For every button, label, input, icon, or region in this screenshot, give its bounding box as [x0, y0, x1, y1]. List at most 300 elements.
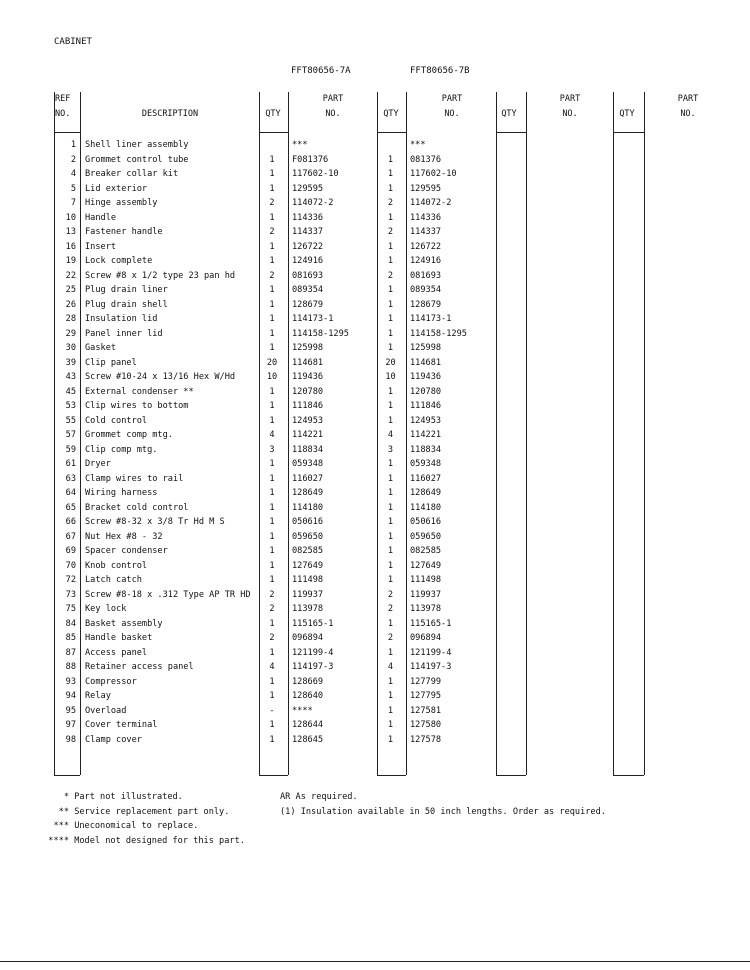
cell-part-no-a: 116027	[292, 473, 324, 484]
cell-part-no-b: 128679	[410, 299, 442, 310]
cell-ref-no: 70	[65, 560, 76, 571]
cell-ref-no: 87	[65, 647, 76, 658]
cell-part-no-a: 050616	[292, 517, 324, 527]
cell-part-no-a: 082585	[292, 546, 324, 556]
cell-part-no-b: 124953	[410, 415, 442, 426]
cell-part-no-a: 114180	[292, 502, 324, 513]
cell-qty-b: 1	[387, 575, 394, 585]
cell-qty-b: 2	[387, 604, 394, 614]
cell-qty-a: 1	[269, 241, 275, 252]
header-rule	[377, 132, 406, 133]
cell-part-no-b: 113978	[410, 604, 442, 614]
header-ref	[55, 92, 79, 122]
cell-qty-b: 1	[387, 415, 394, 426]
cell-qty-b	[380, 138, 401, 153]
cell-qty-a: 1	[269, 676, 275, 687]
cell-part-no-b: 129595	[410, 183, 442, 194]
cell-description: Handle	[85, 212, 117, 223]
header-part-a-line2: NO.	[325, 109, 341, 119]
cell-qty-b: 1	[387, 502, 394, 513]
cell-description: Grommet comp mtg.	[85, 430, 173, 440]
cell-qty-b: 4	[387, 662, 394, 672]
cell-description: Clamp cover	[85, 734, 142, 745]
cell-qty-b: 2	[387, 227, 394, 237]
cell-ref-no: 66	[65, 517, 76, 527]
footer-rule	[259, 775, 288, 776]
cell-ref-no: 72	[65, 575, 76, 585]
cell-part-no-b: 114072-2	[410, 198, 452, 208]
footer-rule	[54, 775, 80, 776]
cell-description: Dryer	[85, 459, 111, 469]
header-part-d-line1: PART	[677, 94, 699, 104]
cell-ref-no: 97	[65, 720, 76, 730]
cell-qty-a: 3	[269, 444, 275, 455]
cell-description: Basket assembly	[85, 618, 163, 629]
cell-description: Panel inner lid	[85, 328, 163, 339]
cell-part-no-b: 126722	[410, 241, 442, 252]
cell-qty-b: 1	[387, 647, 394, 658]
footnote: (1) Insulation available in 50 inch lengths. Order as required.	[280, 806, 606, 817]
cell-part-no-a: 128669	[292, 676, 324, 687]
cell-qty-b: 2	[387, 270, 394, 281]
header-rule	[259, 132, 288, 133]
cell-part-no-a: 128645	[292, 734, 324, 745]
cell-part-no-a: 127649	[292, 560, 324, 571]
header-qty-a: QTY	[265, 109, 281, 119]
cell-qty-a: 1	[269, 647, 275, 658]
cell-part-no-b: 127581	[410, 705, 442, 716]
cell-part-no-b: 059348	[410, 459, 442, 469]
cell-part-no-b: 082585	[410, 546, 442, 556]
cell-part-no-a: F081376	[292, 154, 329, 165]
cell-qty-b: 3	[387, 444, 394, 455]
cell-description: Knob control	[85, 560, 148, 571]
cell-description: Hinge assembly	[85, 198, 158, 208]
cell-qty-b: 1	[387, 473, 394, 484]
cell-qty-b: 1	[387, 705, 394, 716]
cell-part-no-b: 111846	[410, 401, 442, 411]
cell-part-no-a: 114336	[292, 212, 324, 223]
cell-description: Plug drain liner	[85, 285, 168, 295]
cell-ref-no: 39	[65, 357, 76, 368]
header-rule	[54, 132, 80, 133]
cell-qty-b: 1	[387, 691, 394, 701]
cell-ref-no: 69	[65, 546, 76, 556]
cell-description: Latch catch	[85, 575, 142, 585]
cell-description: Insulation lid	[85, 314, 158, 324]
cell-part-no-b: 127580	[410, 720, 442, 730]
column-rule	[644, 92, 645, 775]
cell-qty-b: 1	[387, 299, 394, 310]
cell-description: Overload	[85, 705, 127, 716]
cell-part-no-a: 089354	[292, 285, 324, 295]
cell-part-no-b: 081693	[410, 270, 442, 281]
cell-part-no-b: 127795	[410, 691, 442, 701]
cell-ref-no: 85	[65, 633, 76, 643]
cell-qty-a: 1	[269, 473, 275, 484]
cell-description: Breaker collar kit	[85, 169, 179, 179]
cell-ref-no: 61	[65, 459, 76, 469]
cell-qty-a: 1	[269, 502, 275, 513]
cell-ref-no: 94	[65, 691, 76, 701]
cell-qty-b: 1	[387, 676, 394, 687]
header-part-a-line1: PART	[322, 94, 344, 104]
cell-description: Compressor	[85, 676, 137, 687]
cell-qty-b: 1	[387, 212, 394, 223]
column-rule	[406, 92, 407, 775]
cell-ref-no: 2	[70, 154, 76, 165]
header-part-c-line1: PART	[559, 94, 581, 104]
cell-qty-b: 1	[387, 546, 394, 556]
bottom-rule	[0, 961, 750, 962]
cell-ref-no: 19	[65, 256, 76, 266]
cell-qty-b: 1	[387, 154, 394, 165]
model-a-label: FFT80656-7A	[291, 66, 351, 76]
cell-description: Fastener handle	[85, 227, 163, 237]
cell-description: Access panel	[85, 647, 148, 658]
cell-ref-no: 64	[65, 488, 76, 498]
cell-qty-b: 1	[387, 488, 394, 498]
cell-part-no-b: 119436	[410, 372, 442, 382]
cell-qty-a: 1	[269, 546, 275, 556]
cell-part-no-a: 119436	[292, 372, 324, 382]
cell-part-no-a: 117602-10	[292, 169, 339, 179]
header-ref-line2: NO.	[55, 109, 71, 119]
cell-description: Grommet control tube	[85, 154, 189, 165]
cell-qty-a: 1	[269, 734, 275, 745]
cell-qty-b: 1	[387, 734, 394, 745]
header-ref-line1: REF	[55, 94, 71, 104]
cell-description: Lock complete	[85, 256, 153, 266]
cell-part-no-b: 114197-3	[410, 662, 452, 672]
cell-ref-no: 45	[65, 386, 76, 397]
cell-part-no-b: 114337	[410, 227, 442, 237]
cell-description: Cold control	[85, 415, 148, 426]
cell-qty-b: 1	[387, 531, 394, 542]
cell-qty-b: 2	[387, 589, 394, 600]
cell-description: Clip wires to bottom	[85, 401, 189, 411]
cell-ref-no: 84	[65, 618, 76, 629]
cell-qty-a: 1	[269, 691, 275, 701]
cell-ref-no: 10	[65, 212, 76, 223]
cell-part-no-a: 128644	[292, 720, 324, 730]
cell-qty-b: 1	[387, 618, 394, 629]
cell-qty-b: 1	[387, 328, 394, 339]
column-rule	[526, 92, 527, 775]
cell-part-no-a: 114197-3	[292, 662, 334, 672]
cell-qty-a: 1	[269, 285, 275, 295]
cell-ref-no: 53	[65, 401, 76, 411]
cell-description: Screw #8-32 x 3/8 Tr Hd M S	[85, 517, 225, 527]
cell-part-no-b: 114173-1	[410, 314, 452, 324]
cell-ref-no: 93	[65, 676, 76, 687]
column-rule	[259, 92, 260, 775]
cell-part-no-b: 127799	[410, 676, 442, 687]
cell-description: Screw #8 x 1/2 type 23 pan hd	[85, 270, 236, 281]
header-rule	[613, 132, 644, 133]
cell-part-no-b: 114221	[410, 430, 442, 440]
header-qty-d: QTY	[619, 109, 635, 119]
cell-ref-no: 73	[65, 589, 76, 600]
cell-qty-a: 1	[269, 517, 275, 527]
cell-qty-a: 1	[269, 343, 275, 353]
header-qty-c: QTY	[501, 109, 517, 119]
cell-ref-no: 95	[65, 705, 76, 716]
cell-part-no-a: 111846	[292, 401, 324, 411]
footnote-text: Uneconomical to replace.	[74, 821, 199, 831]
cell-description: Cover terminal	[85, 720, 158, 730]
cell-part-no-a: 128649	[292, 488, 324, 498]
cell-description: Screw #10-24 x 13/16 Hex W/Hd	[85, 372, 236, 382]
footer-rule	[496, 775, 526, 776]
cell-qty-a	[262, 138, 282, 153]
cell-qty-b: 20	[385, 357, 396, 368]
cell-part-no-a: 111498	[292, 575, 324, 585]
cell-ref-no: 25	[65, 285, 76, 295]
cell-qty-a: 2	[269, 589, 275, 600]
cell-qty-b: 1	[387, 183, 394, 194]
footnote-text: Part not illustrated.	[74, 792, 183, 802]
header-part-b	[408, 92, 496, 122]
cell-part-no-b: 120780	[410, 386, 442, 397]
header-part-b-line2: NO.	[444, 109, 460, 119]
cell-qty-a: 2	[269, 270, 275, 281]
cell-part-no-a: 118834	[292, 444, 324, 455]
cell-part-no-a: 081693	[292, 270, 324, 281]
header-part-d-line2: NO.	[680, 109, 696, 119]
footnote-text: Model not designed for this part.	[74, 835, 245, 846]
cell-part-no-a: 121199-4	[292, 647, 334, 658]
cell-description: Wiring harness	[85, 488, 158, 498]
cell-ref-no: 28	[65, 314, 76, 324]
footnote	[42, 807, 229, 817]
cell-qty-b: 1	[387, 517, 394, 527]
cell-description: Handle basket	[85, 633, 153, 643]
header-qty-b: QTY	[383, 109, 399, 119]
cell-part-no-b: 114158-1295	[410, 328, 467, 339]
cell-qty-a: 10	[266, 372, 278, 382]
cell-description: Screw #8-18 x .312 Type AP TR HD	[85, 589, 251, 600]
cell-qty-a: 1	[269, 618, 275, 629]
cell-part-no-b: 096894	[410, 633, 442, 643]
footnote-mark: ****	[48, 835, 69, 846]
cell-part-no-b: 059650	[410, 531, 442, 542]
footnote-text: Service replacement part only.	[74, 806, 230, 817]
header-description: DESCRIPTION	[141, 109, 199, 119]
cell-ref-no: 16	[65, 241, 76, 252]
cell-qty-b: 1	[387, 169, 394, 179]
cell-part-no-b: 114681	[410, 357, 442, 368]
cell-ref-no: 26	[65, 299, 76, 310]
footnote-mark: ***	[53, 821, 69, 831]
cell-part-no-a: 125998	[292, 343, 324, 353]
column-rule	[377, 92, 378, 775]
cell-ref-no: 59	[65, 444, 76, 455]
cell-part-no-a: 114173-1	[292, 314, 334, 324]
cell-qty-a: 1	[269, 575, 275, 585]
footnote	[42, 821, 198, 831]
cell-qty-b: 2	[387, 198, 394, 208]
cell-qty-a: 1	[269, 401, 275, 411]
cell-ref-no: 98	[65, 734, 76, 745]
cell-qty-a: 2	[269, 604, 275, 614]
cell-description: Key lock	[85, 604, 127, 614]
cell-part-no-a: 096894	[292, 633, 324, 643]
cell-description: Plug drain shell	[85, 299, 168, 310]
footnote: AR As required.	[280, 792, 358, 802]
cell-qty-a: 1	[269, 531, 275, 542]
cell-qty-a: 1	[269, 212, 275, 223]
cell-qty-b: 1	[387, 459, 394, 469]
cell-qty-b: 2	[387, 633, 394, 643]
cell-part-no-a: 114221	[292, 430, 324, 440]
cell-qty-a: 4	[269, 430, 275, 440]
cell-qty-a: 4	[269, 662, 275, 672]
cell-qty-a: -	[269, 705, 275, 716]
cell-part-no-a: 114158-1295	[292, 328, 349, 339]
header-part-a	[290, 92, 376, 122]
cell-part-no-a: 114681	[292, 357, 324, 368]
cell-description: Clamp wires to rail	[85, 473, 184, 484]
cell-description: Spacer condenser	[85, 546, 168, 556]
cell-part-no-b: 114336	[410, 212, 442, 223]
model-b-label: FFT80656-7B	[410, 66, 470, 76]
cell-ref-no: 7	[70, 198, 76, 208]
cell-qty-a: 2	[269, 227, 275, 237]
cell-part-no-b: 121199-4	[410, 647, 452, 658]
cell-qty-a: 1	[269, 183, 275, 194]
cell-description: Shell liner assembly	[85, 140, 189, 150]
cell-description: Relay	[85, 691, 111, 701]
cell-part-no-b: 117602-10	[410, 169, 457, 179]
cell-part-no-a: 115165-1	[292, 618, 334, 629]
header-rule	[496, 132, 526, 133]
cell-qty-a: 1	[269, 256, 275, 266]
cell-qty-b: 1	[387, 386, 394, 397]
cell-part-no-a: ***	[292, 140, 308, 150]
cell-qty-a: 1	[269, 415, 275, 426]
footer-rule	[613, 775, 644, 776]
cell-ref-no: 4	[70, 169, 76, 179]
header-part-d	[645, 92, 731, 122]
cell-qty-a: 1	[269, 560, 275, 571]
cell-part-no-a: 129595	[292, 183, 324, 194]
cell-description: Lid exterior	[85, 183, 148, 194]
cell-ref-no: 75	[65, 604, 76, 614]
cell-description: Clip comp mtg.	[85, 444, 158, 455]
cell-description: Nut Hex #8 - 32	[85, 531, 163, 542]
cell-ref-no: 88	[65, 662, 76, 672]
cell-part-no-b: 114180	[410, 502, 442, 513]
cell-part-no-b: 127649	[410, 560, 442, 571]
cell-qty-a: 1	[269, 720, 275, 730]
cell-part-no-b: 116027	[410, 473, 442, 484]
cell-qty-a: 2	[269, 633, 275, 643]
cell-part-no-a: 059650	[292, 531, 324, 542]
cell-part-no-a: 119937	[292, 589, 324, 600]
column-rule	[496, 92, 497, 775]
cell-ref-no: 22	[65, 270, 76, 281]
cell-qty-a: 1	[269, 314, 275, 324]
cell-description: Insert	[85, 241, 117, 252]
cell-qty-b: 1	[387, 314, 394, 324]
cell-part-no-a: ****	[292, 705, 313, 716]
footnote-mark: **	[58, 806, 69, 817]
cell-qty-b: 1	[387, 720, 394, 730]
cell-description: Gasket	[85, 343, 117, 353]
cell-part-no-b: 127578	[410, 734, 442, 745]
footnote-mark: *	[63, 792, 69, 802]
cell-ref-no: 13	[65, 227, 76, 237]
cell-ref-no: 65	[65, 502, 76, 513]
cell-ref-no: 55	[65, 415, 76, 426]
cell-part-no-b: 050616	[410, 517, 442, 527]
cell-description: External condenser **	[85, 386, 194, 397]
cell-qty-b: 10	[385, 372, 396, 382]
cell-part-no-b: 119937	[410, 589, 442, 600]
column-rule	[80, 92, 81, 775]
cell-qty-b: 4	[387, 430, 394, 440]
cell-qty-b: 1	[387, 401, 394, 411]
cell-qty-a: 20	[266, 357, 278, 368]
cell-part-no-a: 059348	[292, 459, 324, 469]
cell-part-no-b: 089354	[410, 285, 442, 295]
cell-qty-b: 1	[387, 241, 394, 252]
cell-qty-a: 1	[269, 459, 275, 469]
cell-qty-a: 1	[269, 299, 275, 310]
cell-part-no-a: 114072-2	[292, 198, 334, 208]
cell-part-no-a: 126722	[292, 241, 324, 252]
cell-qty-a: 1	[269, 328, 275, 339]
cell-ref-no: 1	[70, 140, 76, 150]
cell-qty-a: 1	[269, 154, 275, 165]
cell-part-no-b: 124916	[410, 256, 442, 266]
footer-rule	[377, 775, 406, 776]
cell-qty-b: 1	[387, 256, 394, 266]
footnote	[42, 792, 183, 802]
cell-description: Retainer access panel	[85, 662, 194, 672]
cell-qty-a: 2	[269, 198, 275, 208]
footnote	[42, 836, 245, 846]
cell-qty-b: 1	[387, 285, 394, 295]
cell-qty-a: 1	[269, 169, 275, 179]
cell-part-no-a: 124953	[292, 415, 324, 426]
cell-ref-no: 5	[70, 183, 76, 194]
cell-qty-b: 1	[387, 343, 394, 353]
cell-qty-a: 1	[269, 488, 275, 498]
cell-part-no-a: 128640	[292, 691, 324, 701]
cell-part-no-b: 125998	[410, 343, 442, 353]
column-rule	[613, 92, 614, 775]
cell-part-no-a: 113978	[292, 604, 324, 614]
cell-description: Bracket cold control	[85, 502, 189, 513]
cell-part-no-b: 128649	[410, 488, 442, 498]
section-title: CABINET	[54, 37, 92, 47]
cell-ref-no: 57	[65, 430, 76, 440]
cell-ref-no: 29	[65, 328, 76, 339]
cell-ref-no: 30	[65, 343, 76, 353]
cell-part-no-b: 081376	[410, 154, 442, 165]
cell-ref-no: 67	[65, 531, 76, 542]
header-part-b-line1: PART	[441, 94, 463, 104]
cell-qty-b: 1	[387, 560, 394, 571]
cell-part-no-a: 128679	[292, 299, 324, 310]
cell-part-no-b: 115165-1	[410, 618, 452, 629]
header-part-c-line2: NO.	[562, 109, 578, 119]
cell-part-no-a: 114337	[292, 227, 324, 237]
header-part-c	[527, 92, 613, 122]
column-rule	[288, 92, 289, 775]
